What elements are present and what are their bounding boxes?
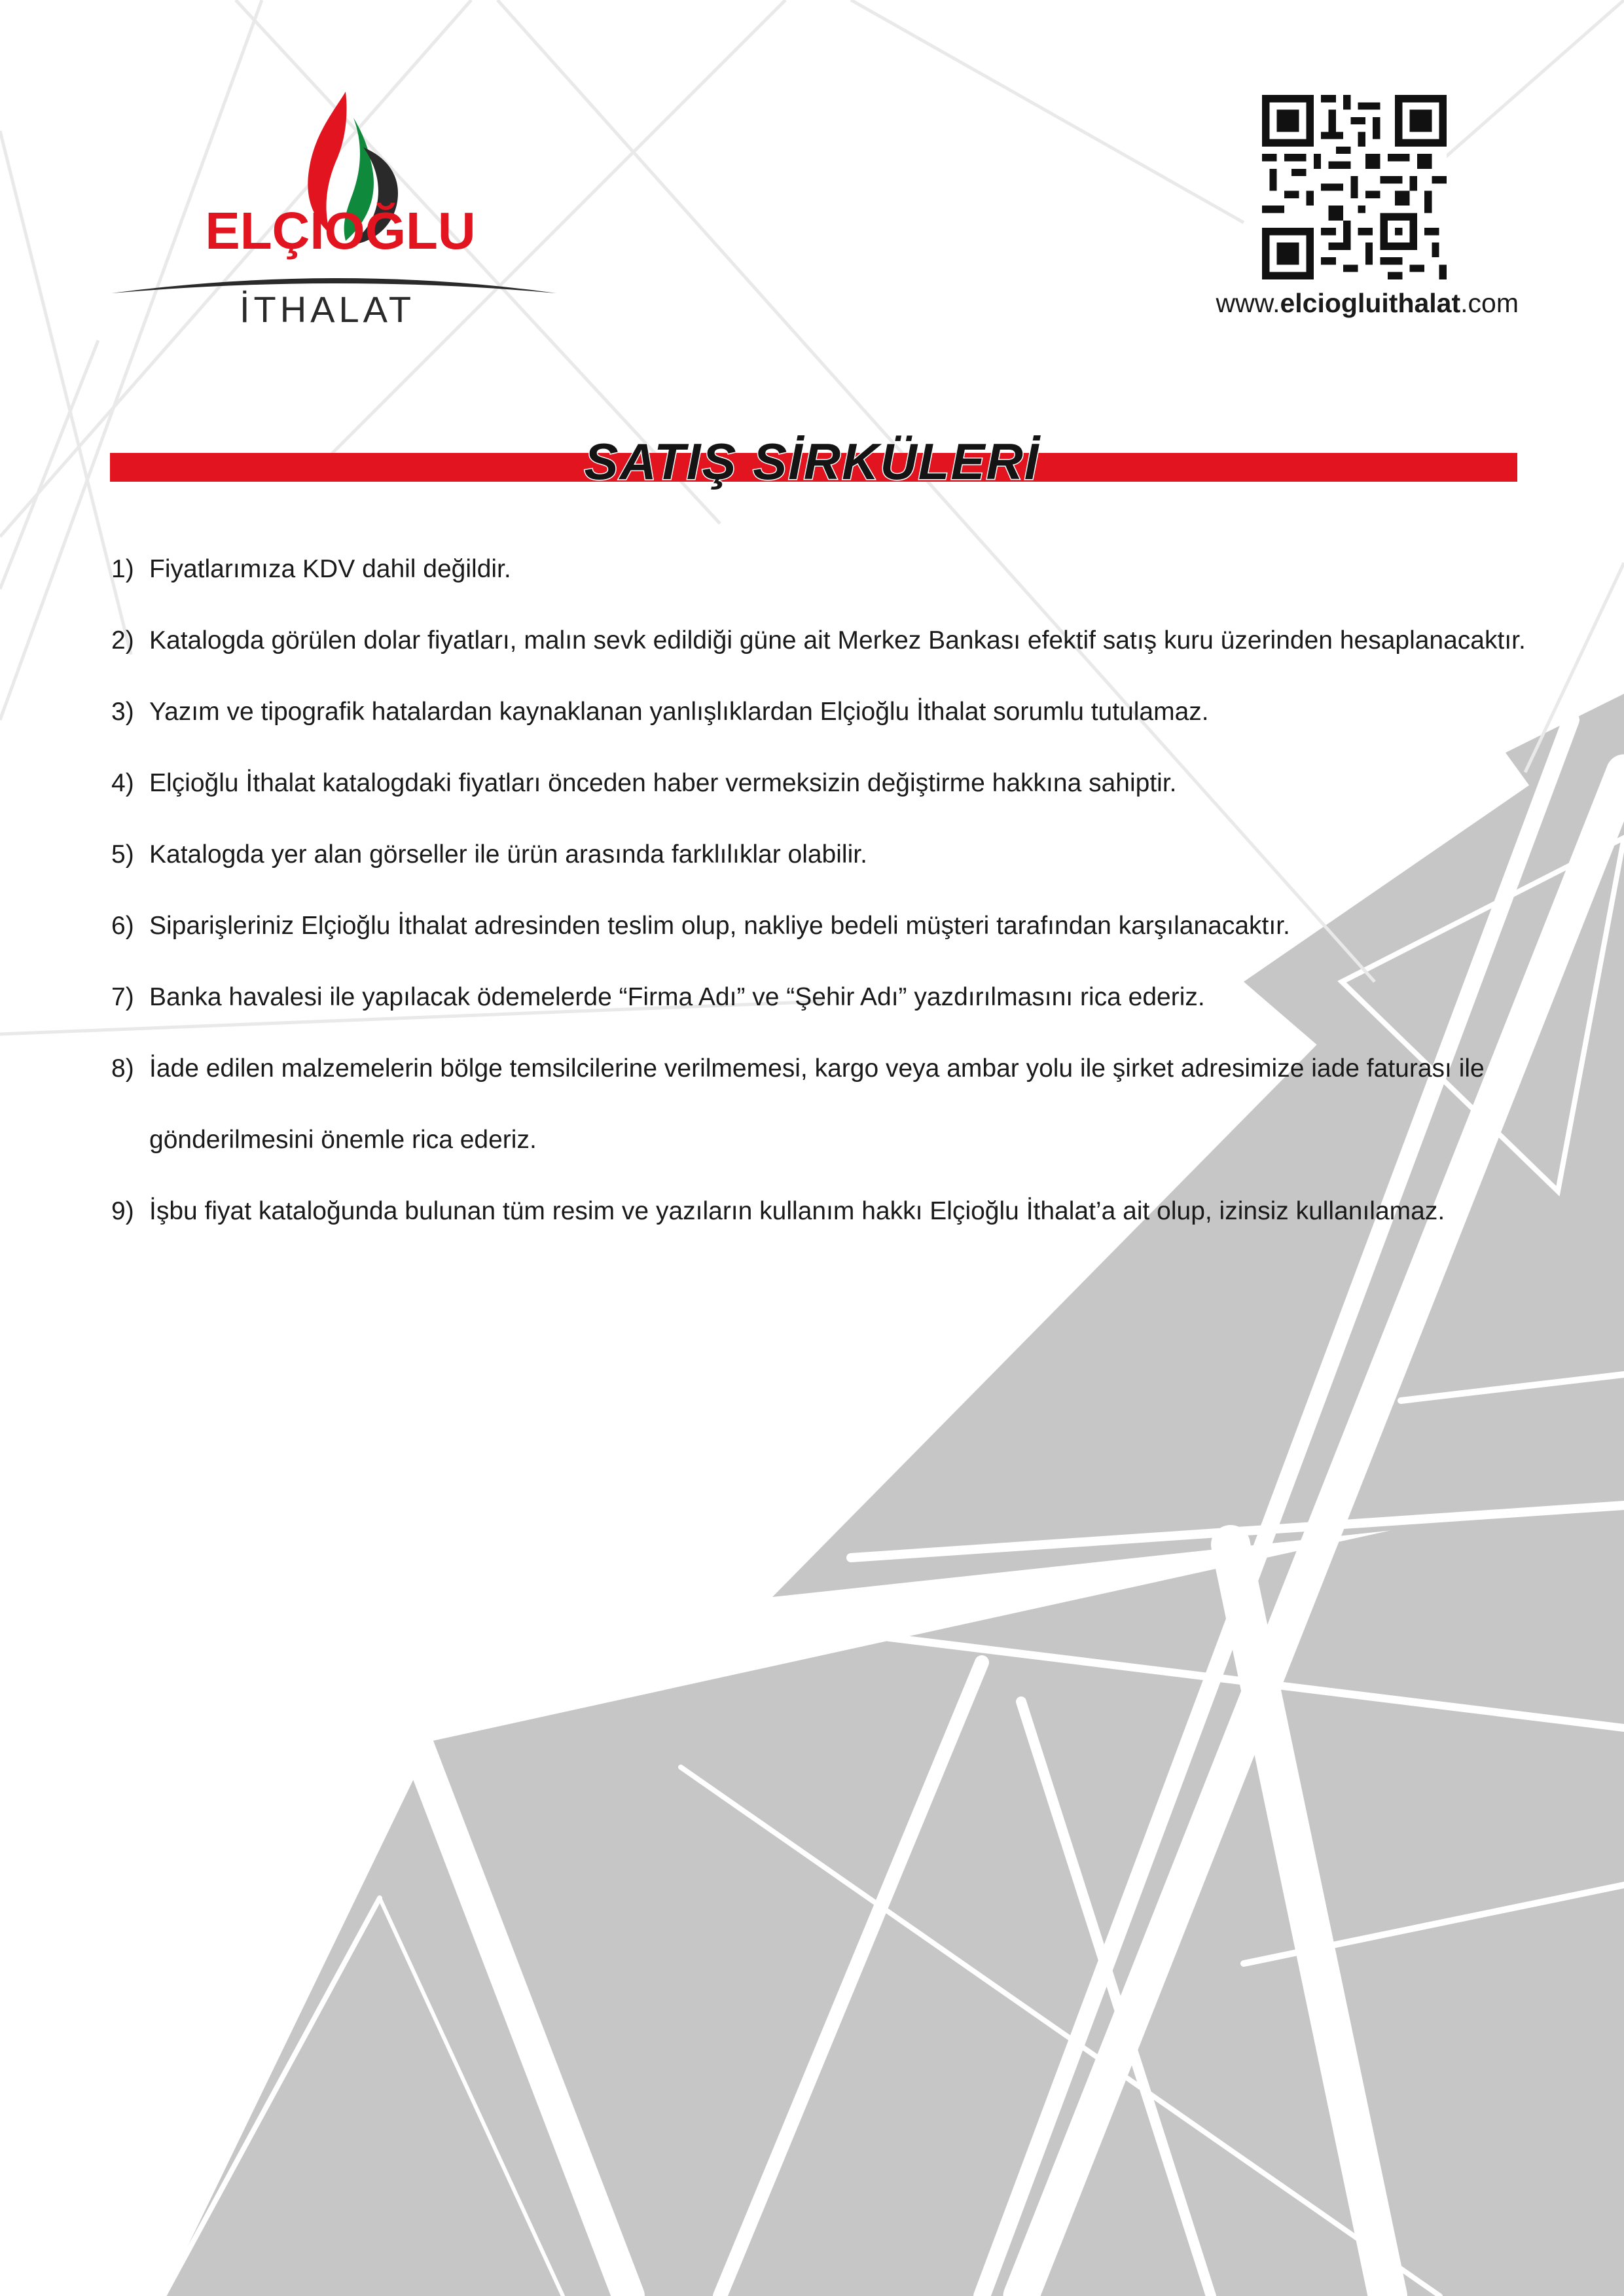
website-prefix: www. (1216, 288, 1280, 318)
rules-list (111, 533, 1538, 1247)
rule-number: 2) (111, 626, 134, 655)
rule-text: Fiyatlarımıza KDV dahil değildir. (149, 555, 511, 583)
rule-text: Yazım ve tipografik hatalardan kaynaklanan yanlışlıklardan Elçioğlu İthalat sorumlu tutulamaz. (149, 698, 1209, 726)
rule-number: 7) (111, 983, 134, 1011)
rule-text: Katalogda görülen dolar fiyatları, malın sevk edildiği güne ait Merkez Bankası efektif satış kuru üzerinden hesaplanacaktır. (149, 626, 1526, 655)
rule-number: 9) (111, 1197, 134, 1225)
rule-item (111, 747, 1538, 819)
rule-item (111, 1033, 1538, 1175)
website-domain: elciogluithalat (1280, 288, 1461, 318)
company-logo (105, 85, 576, 334)
rule-text: İade edilen malzemelerin bölge temsilcilerine verilmemesi, kargo veya ambar yolu ile şirket adresimize iade faturası ile gönderilmesini önemle rica ederiz. (149, 1054, 1485, 1154)
rule-text: Katalogda yer alan görseller ile ürün arasında farklılıklar olabilir. (149, 840, 867, 869)
rule-number: 6) (111, 912, 134, 940)
rule-item (111, 819, 1538, 890)
rule-item (111, 1175, 1538, 1247)
qr-code-icon (1262, 95, 1447, 279)
rule-number: 8) (111, 1054, 134, 1083)
rule-item (111, 890, 1538, 961)
rule-text: Siparişleriniz Elçioğlu İthalat adresinden teslim olup, nakliye bedeli müşteri tarafından karşılanacaktır. (149, 912, 1290, 940)
rule-text: Banka havalesi ile yapılacak ödemelerde “Firma Adı” ve “Şehir Adı” yazdırılmasını rica ederiz. (149, 983, 1205, 1011)
rule-item (111, 605, 1538, 676)
page-title: SATIŞ SİRKÜLERİ (584, 433, 1040, 490)
rule-item (111, 961, 1538, 1033)
website-suffix: .com (1460, 288, 1519, 318)
rule-text: Elçioğlu İthalat katalogdaki fiyatları önceden haber vermeksizin değiştirme hakkına sahiptir. (149, 769, 1177, 797)
website-url[interactable] (1152, 288, 1519, 319)
rule-number: 3) (111, 698, 134, 726)
brand-name: ELÇİOĞLU (205, 202, 476, 260)
rule-number: 1) (111, 555, 134, 583)
rule-text: İşbu fiyat kataloğunda bulunan tüm resim ve yazıların kullanım hakkı Elçioğlu İthalat’a ait olup, izinsiz kullanılamaz. (149, 1197, 1445, 1225)
rule-number: 5) (111, 840, 134, 869)
rule-number: 4) (111, 769, 134, 797)
brand-subtitle: İTHALAT (239, 289, 416, 330)
rule-item (111, 533, 1538, 605)
rule-item (111, 676, 1538, 747)
